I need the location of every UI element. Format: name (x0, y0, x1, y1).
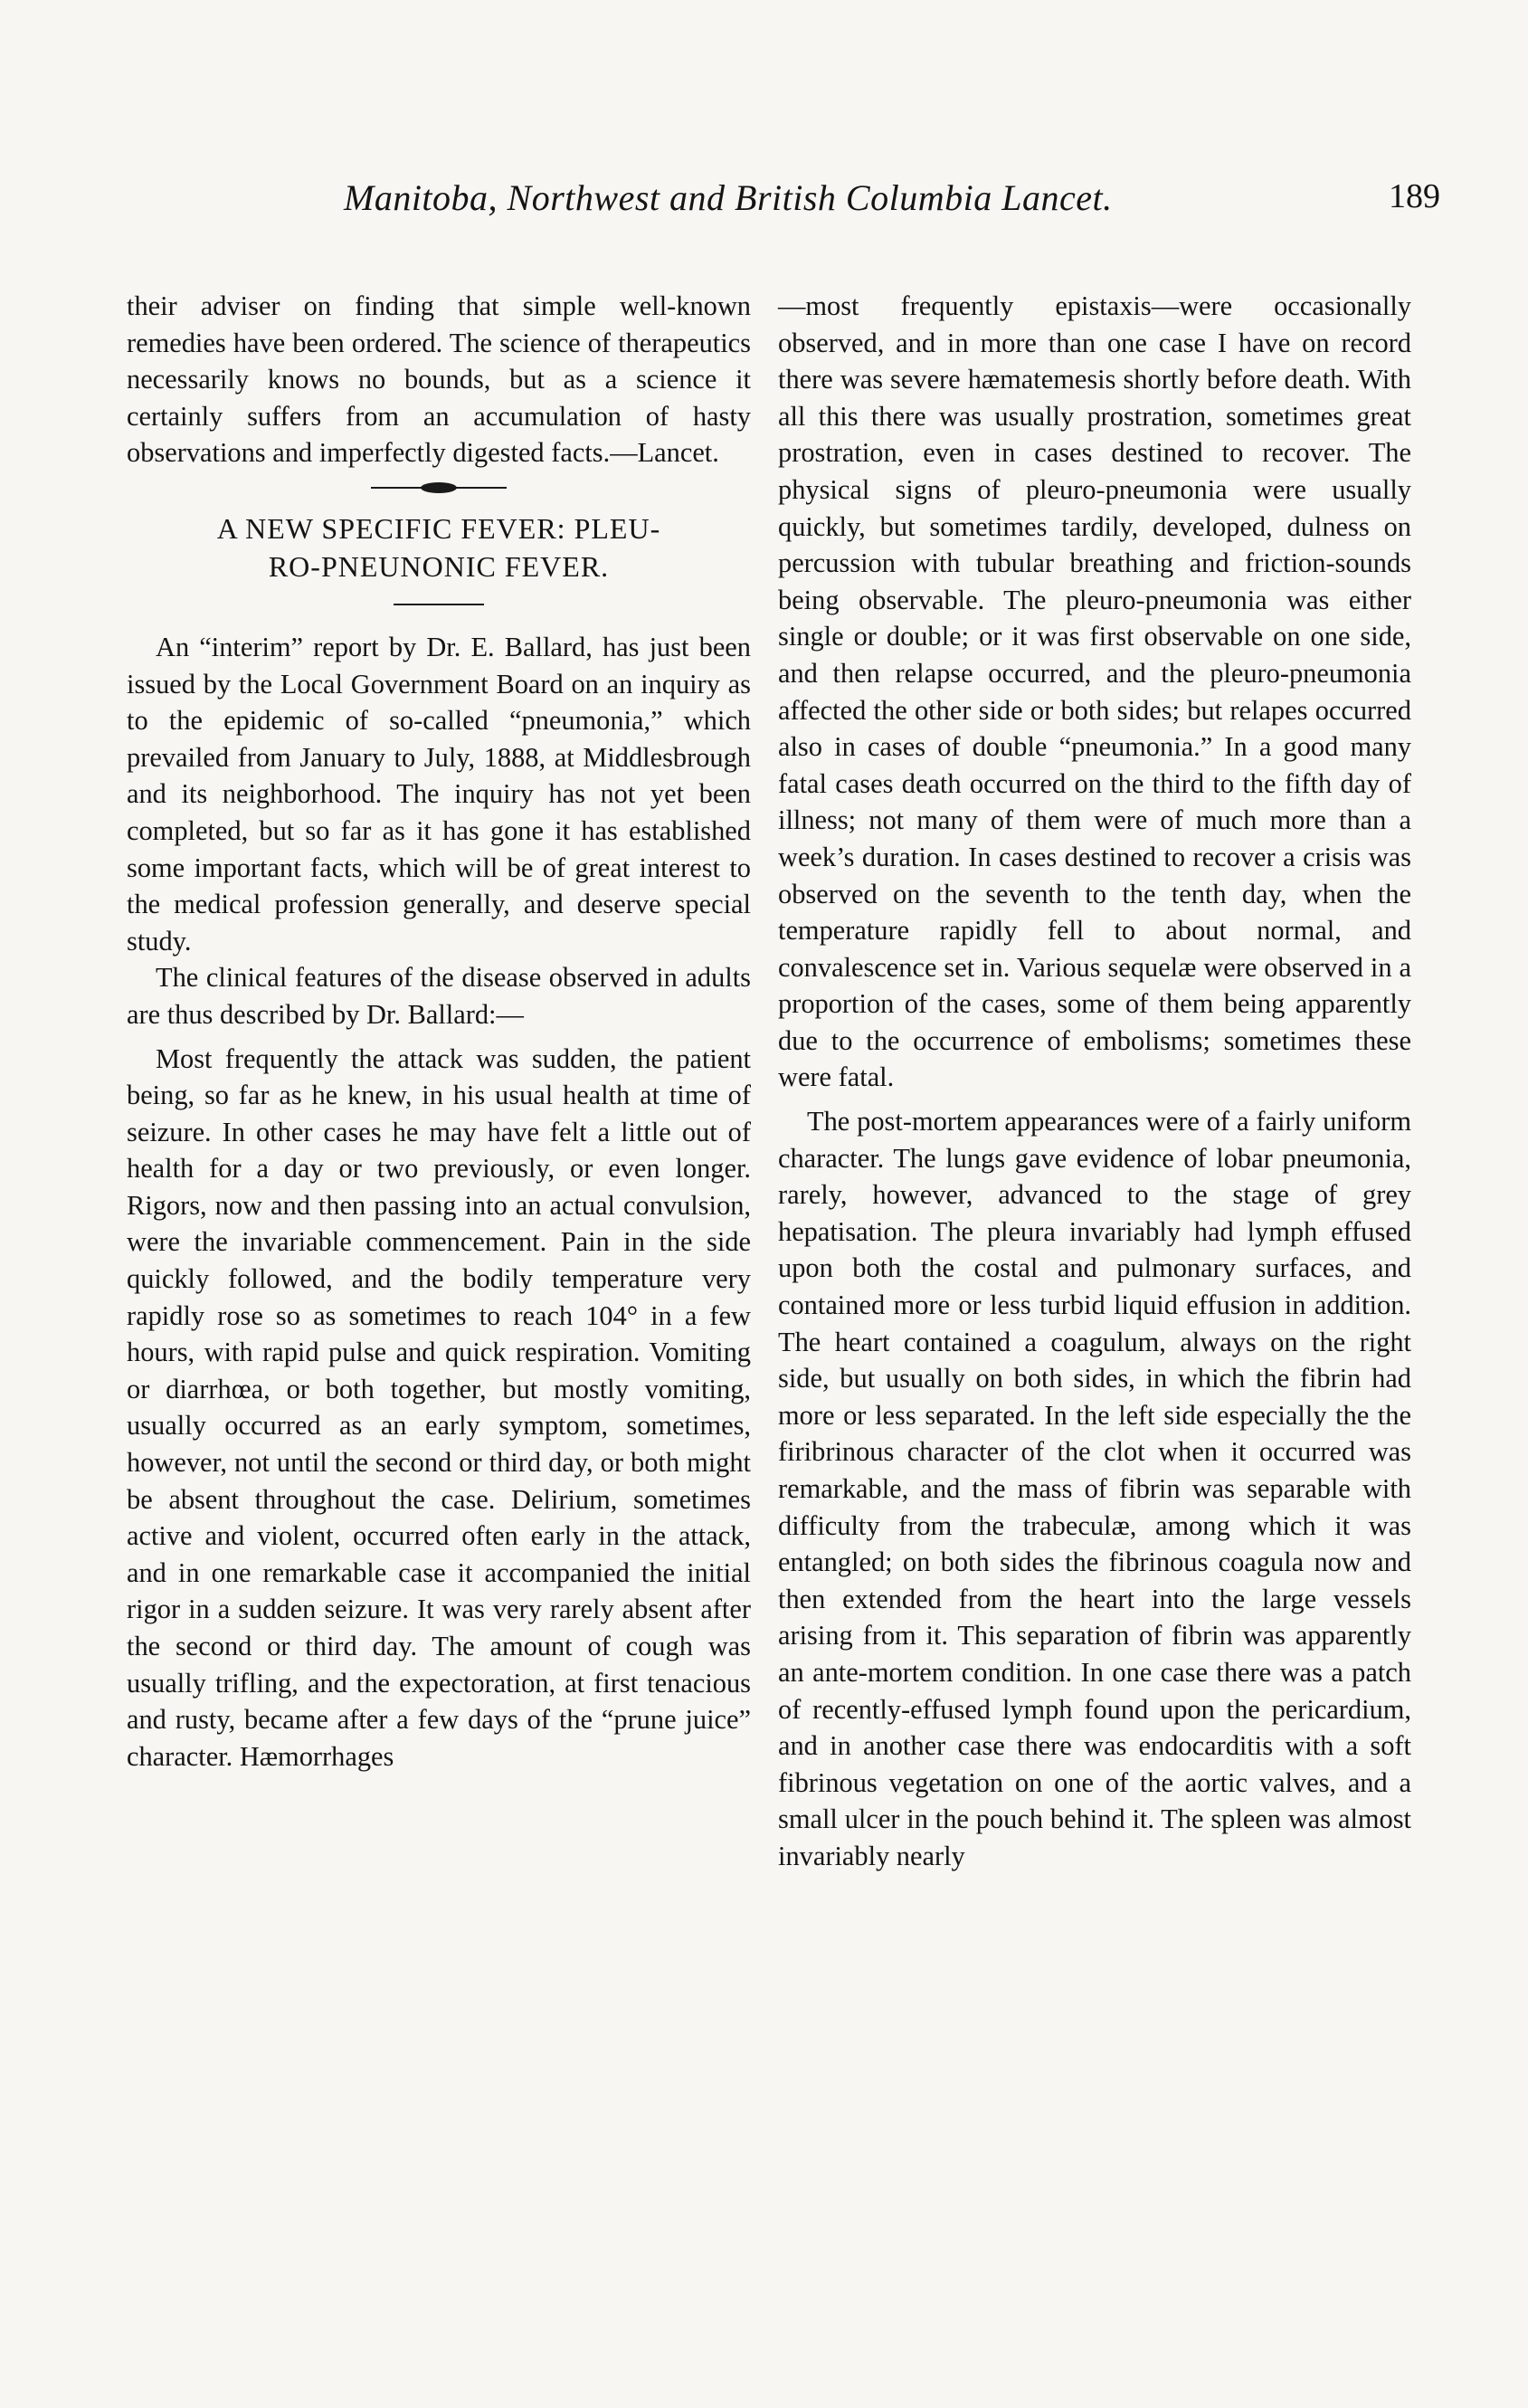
page-number: 189 (1389, 177, 1440, 215)
running-header (109, 176, 1466, 240)
paragraph-quote-attack: Most frequently the attack was sudden, the patient being, so far as he knew, in his usual health at time of seizure. In other cases he may have felt a little out of health for a day or two previously, or even longer. Rigors, now and then passing into an actual convulsion, were the invariable commencement. Pain in the side quickly followed, and the bodily temperature very rapidly rose so as sometimes to reach 104° in a few hours, with rapid pulse and quick respiration. Vomiting or diarrhœa, or both together, but mostly vomiting, usually occurred as an early symptom, sometimes, however, not until the second or third day, or both might be absent throughout the case. Delirium, sometimes active and violent, occurred often early in the attack, and in one remarkable case it accompanied the initial rigor in a sudden seizure. It was very rarely absent after the second or third day. The amount of cough was usually trifling, and the expectoration, at first tenacious and rusty, became after a few days of the “prune juice” character. Hæmorrhages (127, 1042, 751, 1772)
paragraph-postmortem: The post-mortem appearances were of a fairly uniform character. The lungs gave evidence of lobar pneumonia, rarely, however, advanced to the stage of grey hepatisation. The pleura invariably had lymph effused upon both the costal and pulmonary surfaces, and contained more or less turbid liquid effusion in addition. The heart contained a coagulum, always on the right side, but usually on both sides, in which the fibrin had more or less separated. In the left side especially the the firibrinous character of the clot when it occurred was remarkable, and the mass of fibrin was separable with difficulty from the trabeculæ, among which it was entangled; on both sides the fibrinous coagula now and then extended from the heart into the large vessels arising from it. This separation of fibrin was apparently an ante-mortem condition. In one case there was a patch of recently-effused lymph found upon the pericardium, and in another case there was endocarditis with a soft fibrinous vegetation on one of the aortic valves, and a small ulcer in the pouch behind it. The spleen was almost invariably nearly (778, 1106, 1411, 1871)
paragraph-continued-right: —most frequently epistaxis—were occasionally observed, and in more than one case I have on record there was severe hæmatemesis shortly before death. With all this there was usually prostration, sometimes great prostration, even in cases destined to recover. The physical signs of pleuro-pneumonia were usually quickly, but sometimes tardily, developed, dulness on percussion with tubular breathing and friction-sounds being observable. The pleuro-pneumonia was either single or double; or it was first observable on one side, and then relapse occurred, and the pleuro-pneumonia affected the other side or both sides; but relapes occurred also in cases of double “pneumonia.” In a good many fatal cases death occurred on the third to the fifth day of illness; not many of them were of much more than a week’s duration. In cases destined to recover a crisis was observed on the seventh to the tenth day, when the temperature rapidly fell to about normal, and convalescence set in. Various sequelæ were observed in a proportion of the cases, some of them being apparently due to the occurrence of embolisms; sometimes these were fatal. (778, 290, 1411, 1093)
paragraph-intro: An “interim” report by Dr. E. Ballard, has just been issued by the Local Government Board on an inquiry as to the epidemic of so-called “pneumonia,” which prevailed from January to July, 1888, at Middlesbrough and its neighborhood. The inquiry has not yet been completed, but so far as it has gone it has established some important facts, which will be of great interest to the medical profession generally, and deserve special study. (127, 631, 751, 957)
left-column (127, 288, 751, 1775)
running-title: Manitoba, Northwest and British Columbia Lancet. (344, 177, 1113, 218)
paragraph-clinical: The clinical features of the disease observed in adults are thus described by Dr. Ballard:— (127, 962, 751, 1030)
article-title (127, 509, 751, 585)
ornamental-rule (371, 481, 507, 495)
right-column (778, 288, 1411, 1875)
article-title-line-2: RO-PNEUNONIC FEVER. (268, 549, 610, 583)
article-title-line-1: A NEW SPECIFIC FEVER: PLEU- (216, 511, 661, 545)
title-rule (394, 604, 484, 605)
paragraph-continued: their adviser on finding that simple well-known remedies have been ordered. The science of therapeutics necessarily knows no bounds, but as a science it certainly suffers from an accumulation of hasty observations and imperfectly digested facts.—Lancet. (127, 290, 751, 469)
